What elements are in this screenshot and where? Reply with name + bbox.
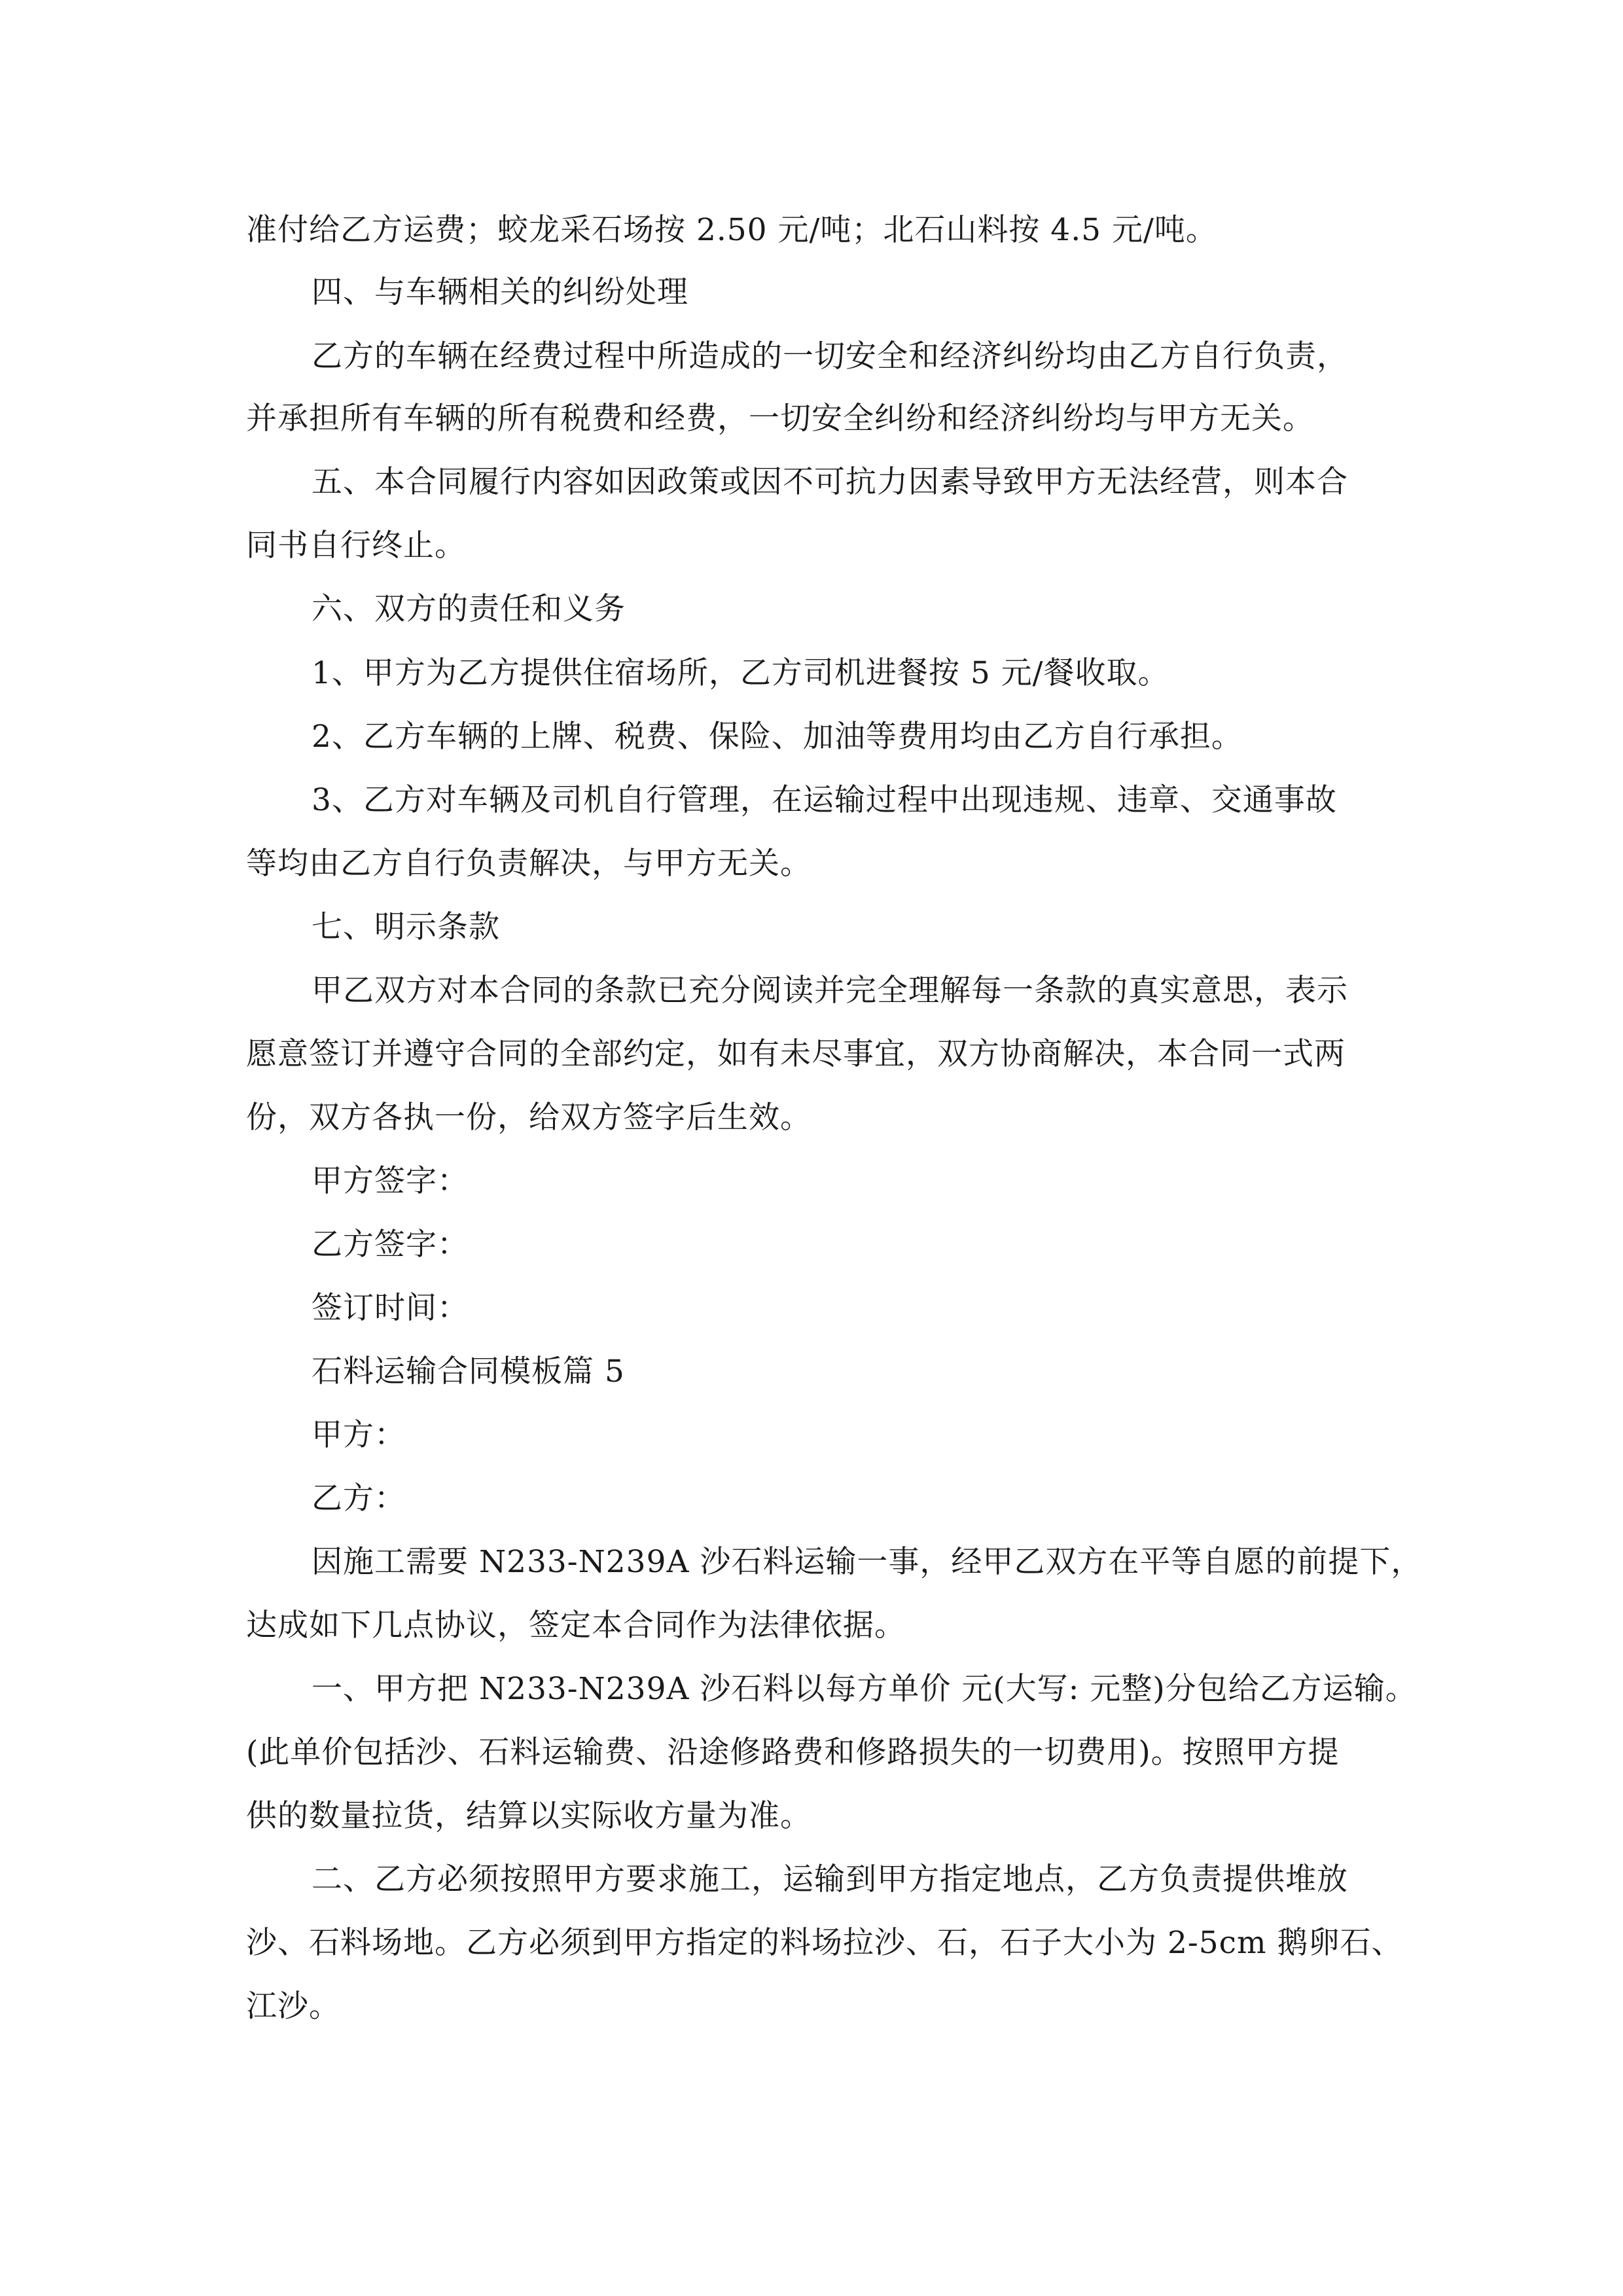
document-section-title: 石料运输合同模板篇 5: [312, 1354, 625, 1390]
paragraph-line: 因施工需要 N233-N239A 沙石料运输一事，经甲乙双方在平等自愿的前提下，: [312, 1544, 1423, 1580]
paragraph-line: 一、甲方把 N233-N239A 沙石料以每方单价 元(大写: 元整)分包给乙方运输。: [312, 1671, 1417, 1707]
paragraph-line: 份，双方各执一份，给双方签字后生效。: [246, 1100, 812, 1136]
paragraph-line: 沙、石料场地。乙方必须到甲方指定的料场拉沙、石，石子大小为 2-5cm 鹅卵石、: [246, 1925, 1403, 1961]
list-item: 1、甲方为乙方提供住宿场所，乙方司机进餐按 5 元/餐收取。: [312, 655, 1169, 691]
party-a-field: 甲方：: [312, 1417, 406, 1453]
signing-date-field: 签订时间：: [312, 1290, 469, 1326]
section-heading: 四、与车辆相关的纠纷处理: [312, 274, 688, 310]
list-item: 2、乙方车辆的上牌、税费、保险、加油等费用均由乙方自行承担。: [312, 719, 1243, 755]
paragraph-line: 并承担所有车辆的所有税费和经费，一切安全纠纷和经济纠纷均与甲方无关。: [246, 401, 1314, 437]
signature-field-party-a: 甲方签字：: [312, 1163, 469, 1199]
party-b-field: 乙方：: [312, 1480, 406, 1516]
paragraph-line: 准付给乙方运费；蛟龙采石场按 2.50 元/吨；北石山料按 4.5 元/吨。: [246, 212, 1217, 248]
paragraph-line: 甲乙双方对本合同的条款已充分阅读并完全理解每一条款的真实意思，表示: [312, 973, 1348, 1009]
paragraph-line: 江沙。: [246, 1988, 340, 2024]
section-heading: 七、明示条款: [312, 909, 500, 945]
signature-field-party-b: 乙方签字：: [312, 1227, 469, 1263]
paragraph-line: 二、乙方必须按照甲方要求施工，运输到甲方指定地点，乙方负责提供堆放: [312, 1861, 1348, 1897]
paragraph-line: 达成如下几点协议，签定本合同作为法律依据。: [246, 1607, 906, 1643]
paragraph-line: 愿意签订并遵守合同的全部约定，如有未尽事宜，双方协商解决，本合同一式两: [246, 1036, 1346, 1072]
paragraph-line: (此单价包括沙、石料运输费、沿途修路费和修路损失的一切费用)。按照甲方提: [246, 1734, 1340, 1770]
section-heading: 六、双方的责任和义务: [312, 591, 626, 627]
paragraph-line: 等均由乙方自行负责解决，与甲方无关。: [246, 846, 812, 882]
paragraph-line: 同书自行终止。: [246, 528, 466, 564]
paragraph-line: 供的数量拉货，结算以实际收方量为准。: [246, 1798, 812, 1834]
list-item: 3、乙方对车辆及司机自行管理，在运输过程中出现违规、违章、交通事故: [312, 782, 1337, 818]
paragraph-line: 乙方的车辆在经费过程中所造成的一切安全和经济纠纷均由乙方自行负责，: [312, 338, 1348, 374]
paragraph-line: 五、本合同履行内容如因政策或因不可抗力因素导致甲方无法经营，则本合: [312, 464, 1348, 500]
